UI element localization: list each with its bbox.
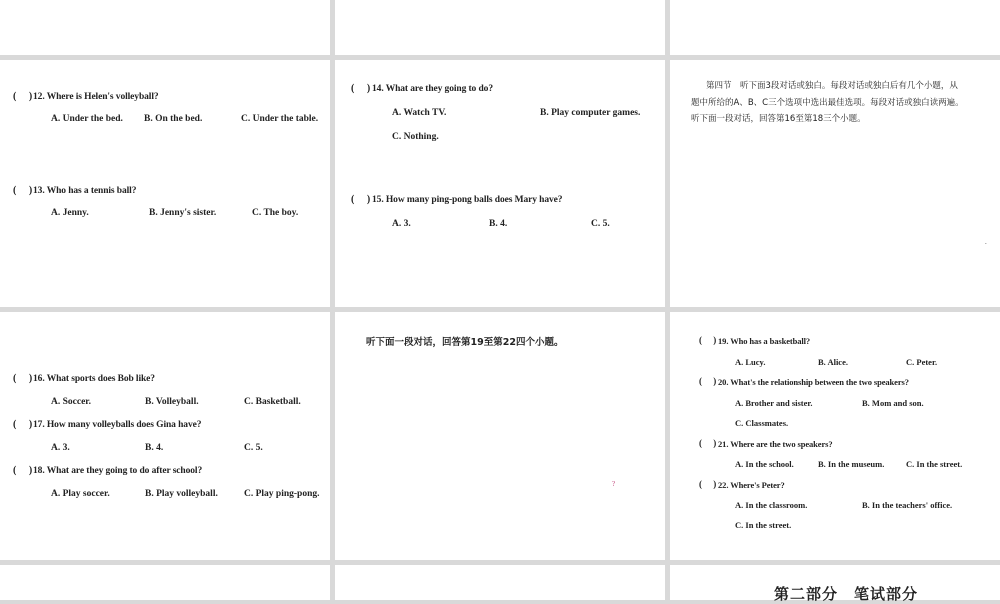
question-16: 16. What sports does Bob like? — [33, 374, 155, 384]
q18-option-a: A. Play soccer. — [51, 489, 110, 499]
q22-option-c: C. In the street. — [735, 520, 792, 530]
question-19: 19. Who has a basketball? — [718, 336, 811, 346]
section-4-instruction-line-1: 第四节 听下面3段对话或独白。每段对话或独白后有几个小题，从 — [706, 81, 958, 91]
question-20: 20. What's the relationship between the two speakers? — [718, 377, 909, 387]
q18-option-c: C. Play ping-pong. — [244, 489, 320, 499]
q15-option-c: C. 5. — [591, 219, 610, 229]
question-22: 22. Where's Peter? — [718, 480, 785, 490]
dialogue-instruction-19-22: 听下面一段对话，回答第19至第22四个小题。 — [366, 337, 564, 348]
q22-option-b: B. In the teachers' office. — [862, 500, 953, 510]
answer-blank-q20[interactable]: ( ) — [699, 376, 717, 386]
q12-option-c: C. Under the table. — [241, 114, 319, 124]
q22-option-a: A. In the classroom. — [735, 500, 808, 510]
answer-blank-q22[interactable]: ( ) — [699, 479, 717, 489]
page-2 — [335, 0, 665, 55]
page-9 — [670, 312, 1000, 560]
answer-blank-q14[interactable]: ( ) — [351, 83, 371, 94]
question-21: 21. Where are the two speakers? — [718, 439, 833, 449]
page-3 — [670, 0, 1000, 55]
question-17: 17. How many volleyballs does Gina have? — [33, 420, 202, 430]
page-7 — [0, 312, 330, 560]
q13-option-b: B. Jenny's sister. — [149, 208, 217, 218]
q14-option-b: B. Play computer games. — [540, 108, 641, 118]
q17-option-b: B. 4. — [145, 443, 164, 453]
page-4 — [0, 60, 330, 307]
answer-blank-q13[interactable]: ( ) — [13, 185, 33, 196]
q21-option-a: A. In the school. — [735, 459, 794, 469]
question-13: 13. Who has a tennis ball? — [33, 186, 137, 196]
q15-option-a: A. 3. — [392, 219, 411, 229]
page-5 — [335, 60, 665, 307]
q21-option-b: B. In the museum. — [818, 459, 885, 469]
question-12: 12. Where is Helen's volleyball? — [33, 92, 159, 102]
q15-option-b: B. 4. — [489, 219, 508, 229]
q12-option-b: B. On the bed. — [144, 114, 203, 124]
answer-blank-q17[interactable]: ( ) — [13, 419, 33, 430]
question-15: 15. How many ping-pong balls does Mary have? — [372, 195, 563, 205]
answer-blank-q18[interactable]: ( ) — [13, 465, 33, 476]
answer-blank-q19[interactable]: ( ) — [699, 335, 717, 345]
page-10 — [0, 565, 330, 600]
q16-option-b: B. Volleyball. — [145, 397, 199, 407]
page-1 — [0, 0, 330, 55]
q14-option-c: C. Nothing. — [392, 132, 439, 142]
q17-option-c: C. 5. — [244, 443, 263, 453]
page-12 — [670, 565, 1000, 603]
page-11 — [335, 565, 665, 600]
q20-option-b: B. Mom and son. — [862, 398, 924, 408]
answer-blank-q15[interactable]: ( ) — [351, 194, 371, 205]
q13-option-a: A. Jenny. — [51, 208, 89, 218]
q16-option-a: A. Soccer. — [51, 397, 92, 407]
question-14: 14. What are they going to do? — [372, 84, 493, 94]
stray-mark: . — [985, 238, 987, 246]
page-8 — [335, 312, 665, 560]
q20-option-c: C. Classmates. — [735, 418, 789, 428]
q14-option-a: A. Watch TV. — [392, 108, 447, 118]
q17-option-a: A. 3. — [51, 443, 70, 453]
q18-option-b: B. Play volleyball. — [145, 489, 218, 499]
question-18: 18. What are they going to do after school? — [33, 466, 203, 476]
q13-option-c: C. The boy. — [252, 208, 299, 218]
page-6 — [670, 60, 1000, 307]
q16-option-c: C. Basketball. — [244, 397, 301, 407]
q19-option-c: C. Peter. — [906, 357, 938, 367]
answer-blank-q21[interactable]: ( ) — [699, 438, 717, 448]
q20-option-a: A. Brother and sister. — [735, 398, 813, 408]
q19-option-b: B. Alice. — [818, 357, 848, 367]
part-2-heading: 第二部分 笔试部分 — [774, 585, 919, 603]
q19-option-a: A. Lucy. — [735, 357, 766, 367]
section-4-instruction-line-2: 题中所给的A、B、C三个选项中选出最佳选项。每段对话或独白读两遍。 — [691, 98, 964, 108]
q12-option-a: A. Under the bed. — [51, 114, 123, 124]
pink-mark: ? — [612, 480, 616, 488]
dialogue-instruction-16-18: 听下面一段对话，回答第16至第18三个小题。 — [691, 114, 866, 124]
answer-blank-q12[interactable]: ( ) — [13, 91, 33, 102]
answer-blank-q16[interactable]: ( ) — [13, 373, 33, 384]
q21-option-c: C. In the street. — [906, 459, 963, 469]
